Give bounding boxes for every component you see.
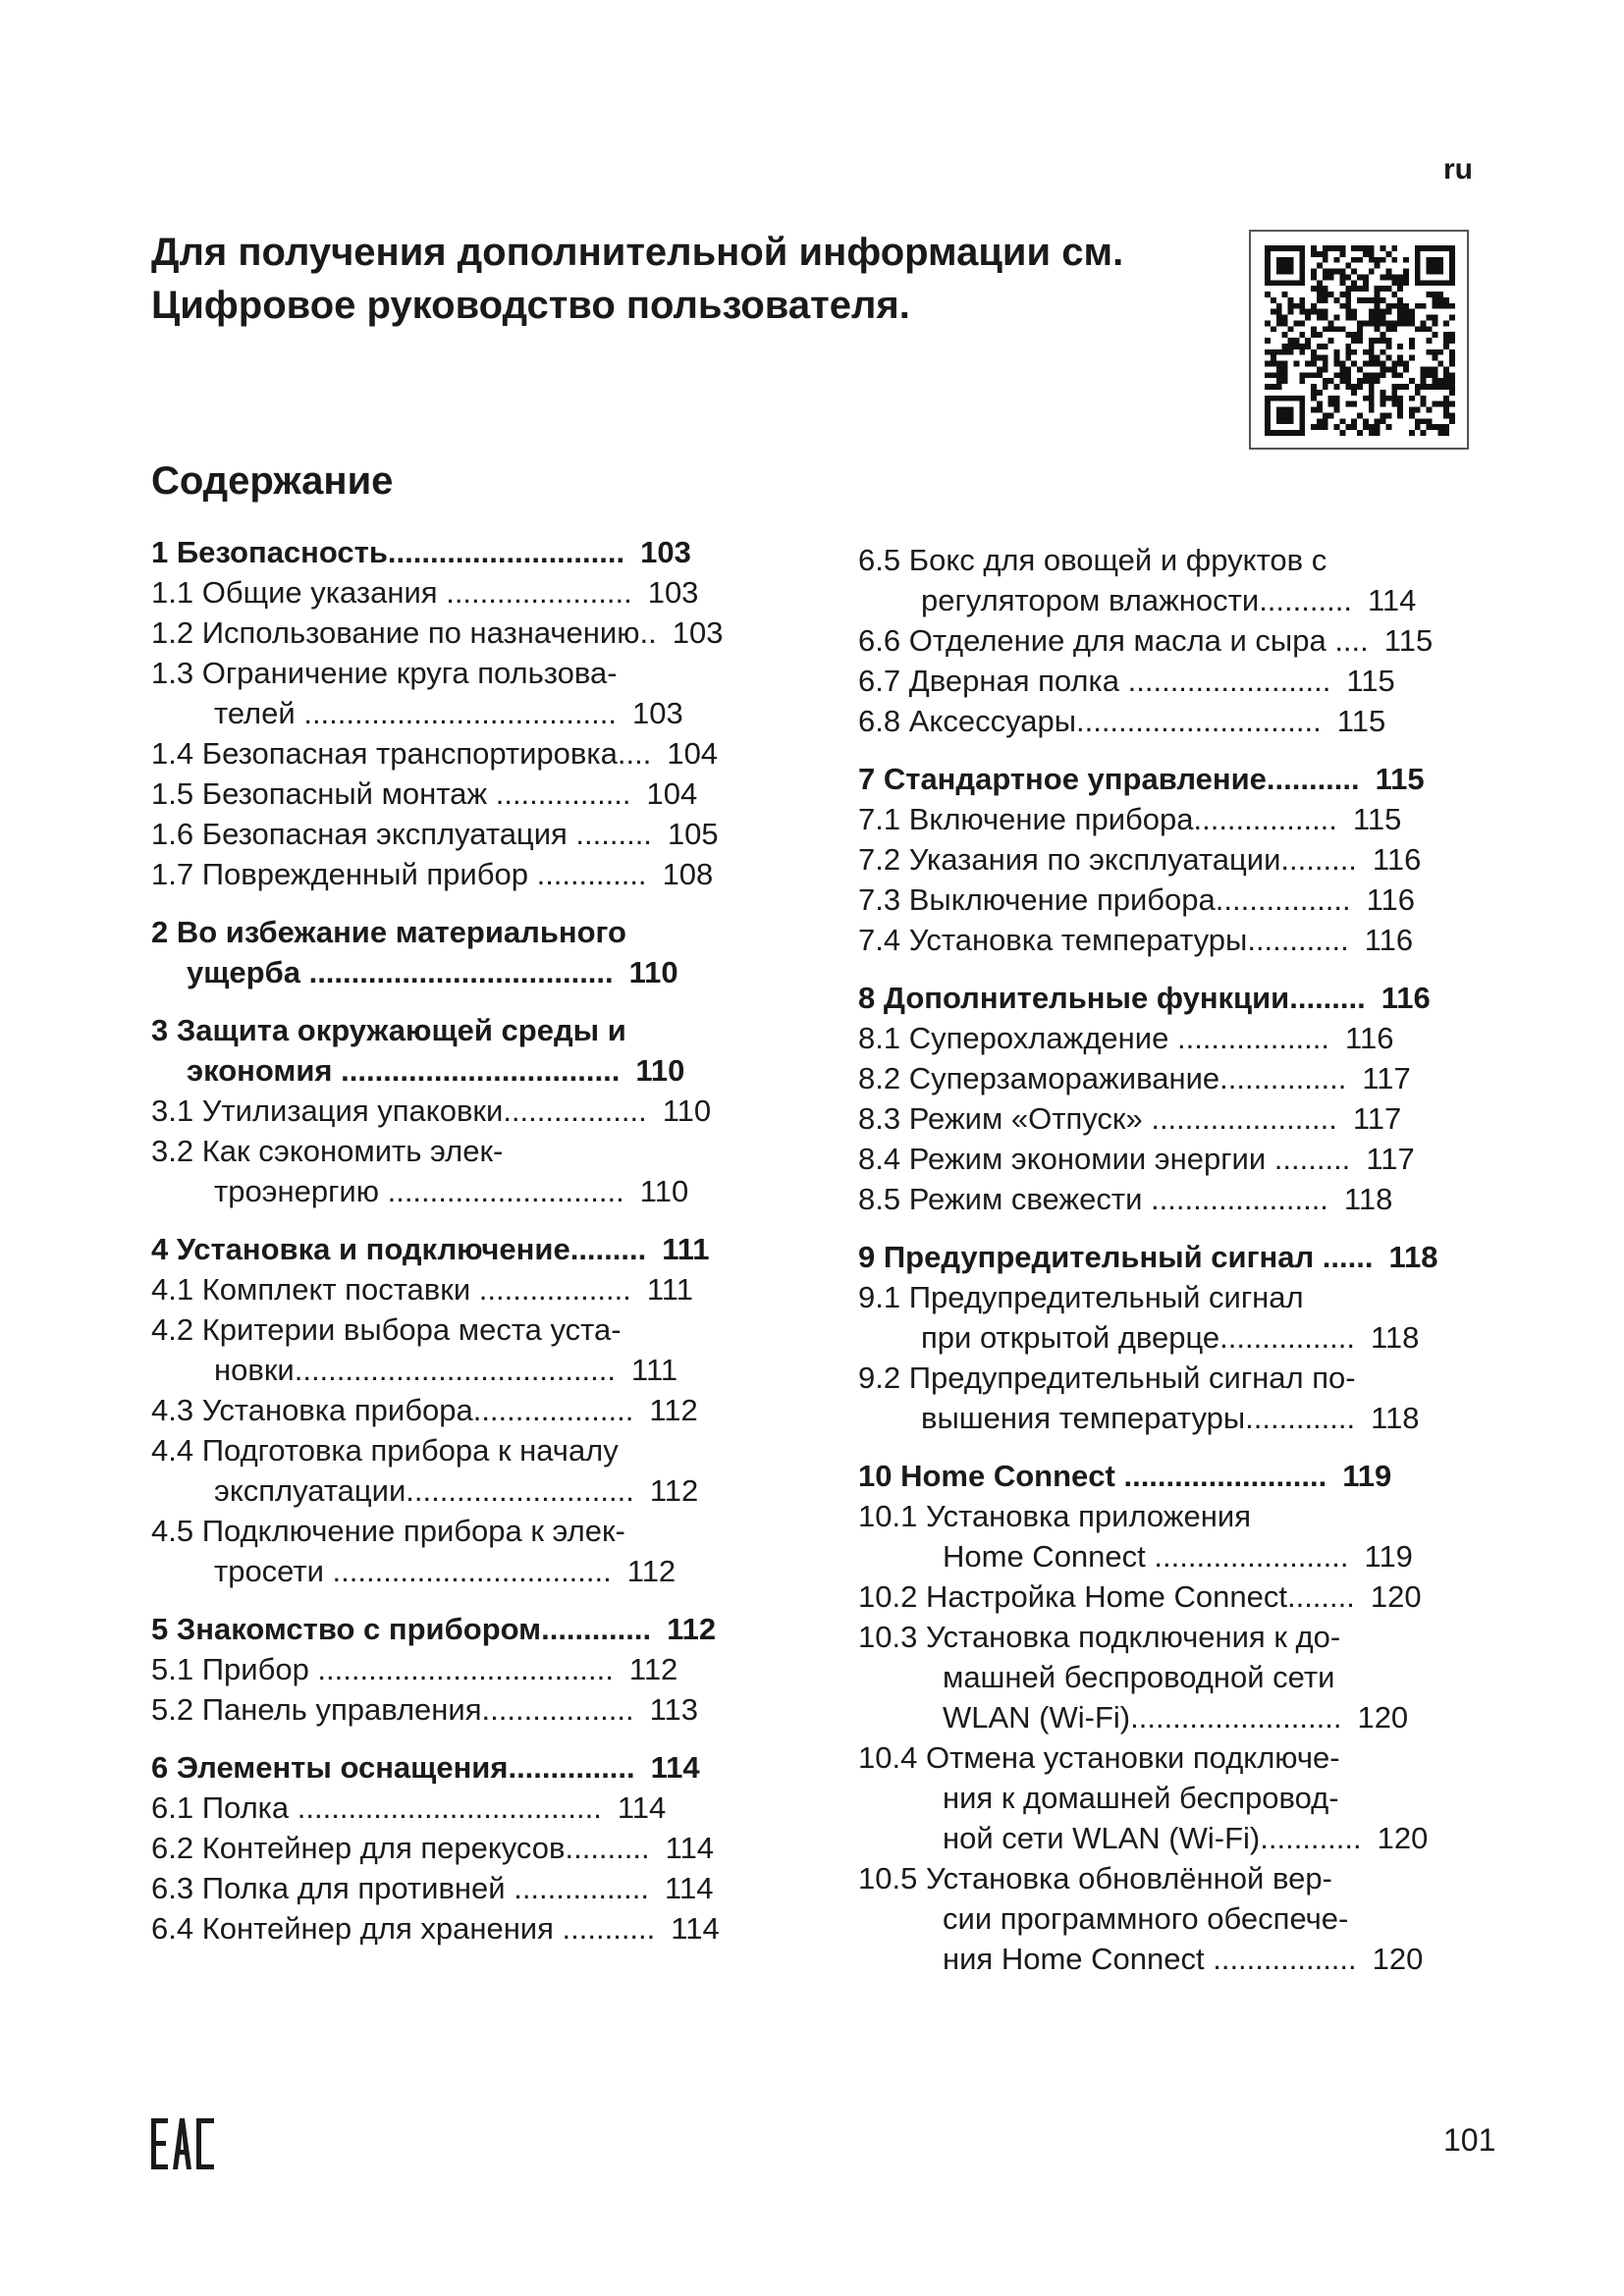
- toc-page-number: 115: [1336, 704, 1386, 738]
- toc-entry[interactable]: [151, 1511, 772, 1591]
- toc-leader-dots: ...............: [508, 1750, 635, 1785]
- toc-entry-title: Предупредительный сигнал по-: [908, 1361, 1356, 1395]
- toc-entry-number: 4.3: [151, 1393, 194, 1427]
- toc-entry-title: Безопасность: [176, 535, 388, 569]
- toc-entry-title: вышения температуры: [921, 1401, 1246, 1435]
- toc-page-number: 104: [667, 736, 719, 771]
- page-number: 101: [1443, 2122, 1496, 2158]
- toc-entry-title: Безопасная транспортировка: [201, 736, 618, 771]
- toc-leader-dots: ....................................: [299, 955, 614, 989]
- toc-page-number: 103: [647, 575, 699, 610]
- toc-entry[interactable]: [151, 613, 772, 653]
- toc-entry[interactable]: [858, 1496, 1479, 1576]
- toc-entry-title: Критерии выбора места уста-: [201, 1312, 622, 1347]
- toc-entry-title: Поврежденный прибор: [201, 857, 528, 891]
- toc-entry-number: 3.1: [151, 1094, 194, 1128]
- toc-entry-number: 9: [858, 1240, 876, 1274]
- toc-entry[interactable]: [151, 814, 772, 854]
- toc-page-number: 119: [1364, 1539, 1413, 1574]
- toc-leader-dots: ...........................: [406, 1473, 634, 1508]
- toc-page-number: 110: [639, 1174, 689, 1208]
- toc-entry-title: Настройка Home Connect: [925, 1579, 1287, 1614]
- toc-leader-dots: ............: [1260, 1821, 1362, 1855]
- toc-entry-number: 1.5: [151, 776, 194, 811]
- toc-entry-title: Полка: [201, 1790, 290, 1825]
- toc-entry-number: 7.4: [858, 923, 901, 957]
- toc-entry-title: Использование по назначению: [201, 615, 640, 650]
- toc-page-number: 120: [1377, 1821, 1429, 1855]
- toc-leader-dots: .........................: [1130, 1700, 1342, 1735]
- toc-entry-number: 6.2: [151, 1831, 194, 1865]
- toc-entry[interactable]: [858, 1737, 1479, 1858]
- toc-page-number: 115: [1346, 664, 1395, 698]
- toc-page-number: 120: [1370, 1579, 1422, 1614]
- toc-chapter[interactable]: [151, 1229, 772, 1269]
- toc-entry-title: тросети: [214, 1554, 324, 1588]
- toc-entry-number: 8.3: [858, 1101, 901, 1136]
- toc-page-number: 114: [665, 1871, 714, 1905]
- toc-entry[interactable]: [151, 572, 772, 613]
- toc-entry-title: WLAN (Wi-Fi): [943, 1700, 1131, 1735]
- toc-entry-title: Дополнительные функции: [883, 981, 1290, 1015]
- toc-entry-title: Установка и подключение: [176, 1232, 570, 1266]
- toc-entry-title: Установка прибора: [201, 1393, 473, 1427]
- toc-entry-title: Установка приложения: [925, 1499, 1251, 1533]
- toc-entry-number: 3.2: [151, 1134, 194, 1168]
- toc-leader-dots: ..........: [565, 1831, 650, 1865]
- toc-entry-number: 9.2: [858, 1361, 901, 1395]
- toc-entry[interactable]: [151, 1908, 772, 1949]
- toc-leader-dots: ..: [639, 615, 657, 650]
- toc-entry-title: Установка обновлённой вер-: [925, 1861, 1332, 1896]
- toc-leader-dots: ....: [617, 736, 652, 771]
- toc-page-number: 114: [617, 1790, 667, 1825]
- toc-entry-title: Предупредительный сигнал: [908, 1280, 1304, 1314]
- qr-code-icon: [1265, 245, 1455, 436]
- toc-entry[interactable]: [858, 1098, 1479, 1139]
- toc-chapter[interactable]: [151, 1609, 772, 1649]
- toc-entry[interactable]: [151, 1390, 772, 1430]
- toc-page-number: 103: [640, 535, 691, 569]
- toc-entry-number: 7.1: [858, 802, 901, 836]
- toc-entry-number: 10.1: [858, 1499, 918, 1533]
- toc-page-number: 114: [665, 1831, 715, 1865]
- toc-entry-title: сии программного обеспече-: [943, 1901, 1349, 1936]
- toc-leader-dots: .................: [1193, 802, 1337, 836]
- toc-page-number: 114: [1367, 583, 1417, 617]
- toc-page-number: 104: [646, 776, 698, 811]
- toc-entry-title: Предупредительный сигнал: [883, 1240, 1315, 1274]
- toc-entry[interactable]: [151, 733, 772, 774]
- toc-page-number: 115: [1352, 802, 1402, 836]
- toc-entry-number: 7.3: [858, 882, 901, 917]
- toc-leader-dots: .................................: [332, 1053, 621, 1088]
- toc-entry-title: Комплект поставки: [201, 1272, 471, 1307]
- toc-entry-title: Установка подключения к до-: [925, 1620, 1341, 1654]
- toc-page-number: 116: [1345, 1021, 1394, 1055]
- toc-entry-title: Как сэкономить элек-: [201, 1134, 504, 1168]
- toc-entry[interactable]: [858, 701, 1479, 741]
- toc-entry-title: Знакомство с прибором: [176, 1612, 542, 1646]
- toc-leader-dots: ....: [1326, 623, 1369, 658]
- toc-page-number: 108: [662, 857, 714, 891]
- toc-entry-number: 4.1: [151, 1272, 194, 1307]
- toc-entry[interactable]: [151, 653, 772, 733]
- toc-entry-title: Выключение прибора: [908, 882, 1216, 917]
- toc-entry-title: Утилизация упаковки: [201, 1094, 504, 1128]
- toc-title: Содержание: [151, 459, 394, 503]
- toc-entry-title: Суперзамораживание: [908, 1061, 1220, 1095]
- toc-entry[interactable]: [858, 1058, 1479, 1098]
- toc-page-number: 118: [1370, 1320, 1420, 1355]
- toc-leader-dots: ...........: [553, 1911, 656, 1946]
- intro-text: [151, 226, 1192, 332]
- toc-left-column: [151, 532, 772, 1949]
- toc-entry-title: Подключение прибора к элек-: [201, 1514, 625, 1548]
- toc-entry-number: 1.3: [151, 656, 194, 690]
- toc-entry[interactable]: [151, 854, 772, 894]
- toc-entry-number: 6: [151, 1750, 169, 1785]
- toc-entry-title: телей: [214, 696, 296, 730]
- qr-code[interactable]: [1249, 230, 1469, 450]
- toc-entry-title: Подготовка прибора к началу: [201, 1433, 619, 1468]
- language-code: ru: [1443, 153, 1473, 186]
- toc-leader-dots: ..................: [481, 1692, 634, 1727]
- toc-entry-title: Во избежание материального: [176, 915, 626, 949]
- toc-page-number: 114: [650, 1750, 700, 1785]
- toc-entry-number: 10.2: [858, 1579, 918, 1614]
- toc-entry-title: ния к домашней беспровод-: [943, 1781, 1339, 1815]
- toc-entry-title: Аксессуары: [908, 704, 1076, 738]
- toc-entry-title: Дверная полка: [908, 664, 1120, 698]
- toc-entry-title: Режим экономии энергии: [908, 1142, 1267, 1176]
- toc-entry-number: 6.1: [151, 1790, 194, 1825]
- toc-page-number: 112: [628, 1652, 678, 1686]
- toc-entry[interactable]: [858, 880, 1479, 920]
- toc-page-number: 116: [1380, 981, 1431, 1015]
- toc-chapter[interactable]: [151, 532, 772, 572]
- toc-page-number: 111: [631, 1353, 678, 1387]
- toc-leader-dots: .............: [527, 857, 647, 891]
- toc-entry-title: Панель управления: [201, 1692, 482, 1727]
- toc-page-number: 120: [1357, 1700, 1409, 1735]
- toc-entry-title: новки: [214, 1353, 295, 1387]
- toc-entry-title: Home Connect: [900, 1459, 1115, 1493]
- toc-entry[interactable]: [151, 1788, 772, 1828]
- toc-leader-dots: ................: [505, 1871, 650, 1905]
- toc-entry-title: эксплуатации: [214, 1473, 406, 1508]
- toc-page-number: 117: [1362, 1061, 1411, 1095]
- toc-entry[interactable]: [151, 1131, 772, 1211]
- toc-entry[interactable]: [858, 1179, 1479, 1219]
- toc-chapter[interactable]: [858, 978, 1479, 1018]
- toc-entry-number: 8.1: [858, 1021, 901, 1055]
- toc-entry-title: Общие указания: [201, 575, 438, 610]
- eac-mark: [151, 2118, 214, 2174]
- toc-leader-dots: .........: [1289, 981, 1366, 1015]
- toc-leader-dots: ......: [1314, 1240, 1374, 1274]
- toc-leader-dots: ...................: [472, 1393, 634, 1427]
- toc-page-number: 113: [649, 1692, 698, 1727]
- toc-page-number: 112: [649, 1473, 699, 1508]
- toc-page-number: 118: [1343, 1182, 1393, 1216]
- toc-page-number: 103: [672, 615, 724, 650]
- toc-entry-title: Режим «Отпуск»: [908, 1101, 1143, 1136]
- toc-leader-dots: ......................................: [294, 1353, 617, 1387]
- toc-leader-dots: ......................: [437, 575, 632, 610]
- toc-entry-number: 4: [151, 1232, 169, 1266]
- toc-entry-number: 8: [858, 981, 876, 1015]
- toc-entry-title: Контейнер для перекусов: [201, 1831, 566, 1865]
- toc-entry[interactable]: [858, 839, 1479, 880]
- toc-entry-number: 10.5: [858, 1861, 918, 1896]
- toc-page-number: 110: [628, 955, 678, 989]
- toc-page-number: 111: [662, 1232, 710, 1266]
- toc-entry[interactable]: [151, 1689, 772, 1730]
- toc-entry-number: 4.2: [151, 1312, 194, 1347]
- toc-leader-dots: .............................: [1075, 704, 1322, 738]
- toc-leader-dots: .................: [1204, 1942, 1357, 1976]
- toc-entry-number: 7.2: [858, 842, 901, 877]
- toc-entry-number: 4.4: [151, 1433, 194, 1468]
- toc-leader-dots: ...............: [1219, 1061, 1347, 1095]
- toc-entry-number: 2: [151, 915, 169, 949]
- toc-entry[interactable]: [858, 1617, 1479, 1737]
- toc-page-number: 120: [1372, 1942, 1424, 1976]
- toc-entry-number: 5.1: [151, 1652, 194, 1686]
- toc-entry-title: экономия: [187, 1053, 333, 1088]
- toc-entry-number: 8.2: [858, 1061, 901, 1095]
- toc-entry-title: регулятором влажности: [921, 583, 1260, 617]
- toc-leader-dots: ..................: [1168, 1021, 1330, 1055]
- toc-leader-dots: ........: [1286, 1579, 1355, 1614]
- toc-entry[interactable]: [858, 1858, 1479, 1979]
- toc-leader-dots: .................: [503, 1094, 647, 1128]
- toc-entry-title: Указания по эксплуатации: [908, 842, 1281, 877]
- toc-entry-title: Бокс для овощей и фруктов с: [908, 543, 1327, 577]
- toc-leader-dots: ......................: [1142, 1101, 1337, 1136]
- toc-page-number: 115: [1383, 623, 1434, 658]
- toc-entry-title: Включение прибора: [908, 802, 1194, 836]
- toc-page-number: 117: [1352, 1101, 1402, 1136]
- toc-entry-number: 10: [858, 1459, 893, 1493]
- toc-page-number: 119: [1342, 1459, 1392, 1493]
- toc-leader-dots: ............................: [387, 535, 625, 569]
- toc-entry-title: Установка температуры: [908, 923, 1248, 957]
- toc-entry[interactable]: [858, 1139, 1479, 1179]
- toc-page-number: 116: [1372, 842, 1422, 877]
- toc-entry-title: Безопасная эксплуатация: [201, 817, 568, 851]
- toc-page-number: 116: [1366, 882, 1415, 917]
- toc-entry-number: 9.1: [858, 1280, 901, 1314]
- toc-page-number: 118: [1371, 1401, 1420, 1435]
- toc-entry-number: 7: [858, 762, 876, 796]
- toc-chapter[interactable]: [151, 912, 772, 992]
- toc-chapter[interactable]: [858, 1456, 1479, 1496]
- toc-entry[interactable]: [151, 1091, 772, 1131]
- toc-entry-title: Полка для противней: [201, 1871, 506, 1905]
- toc-leader-dots: ............................: [378, 1174, 624, 1208]
- toc-entry-title: Защита окружающей среды и: [176, 1013, 626, 1047]
- eac-icon: [151, 2118, 214, 2169]
- toc-entry-title: Отделение для масла и сыра: [908, 623, 1326, 658]
- toc-leader-dots: .........: [1280, 842, 1357, 877]
- toc-entry-number: 1.1: [151, 575, 194, 610]
- toc-entry[interactable]: [151, 1868, 772, 1908]
- toc-leader-dots: ........................: [1114, 1459, 1327, 1493]
- toc-entry[interactable]: [858, 1358, 1479, 1438]
- toc-entry[interactable]: [151, 774, 772, 814]
- toc-entry-number: 10.4: [858, 1740, 918, 1775]
- toc-page-number: 117: [1366, 1142, 1415, 1176]
- toc-entry-number: 1.7: [151, 857, 194, 891]
- toc-leader-dots: ................: [487, 776, 631, 811]
- toc-entry-number: 8.4: [858, 1142, 901, 1176]
- intro-line-1: Для получения дополнительной информации см.: [151, 231, 1124, 274]
- toc-entry[interactable]: [151, 1828, 772, 1868]
- toc-chapter[interactable]: [151, 1010, 772, 1091]
- toc-entry-number: 8.5: [858, 1182, 901, 1216]
- toc-leader-dots: .........: [569, 1232, 647, 1266]
- toc-page-number: 115: [1375, 762, 1425, 796]
- toc-leader-dots: .............: [541, 1612, 652, 1646]
- toc-page-number: 112: [667, 1612, 717, 1646]
- toc-leader-dots: ...........: [1266, 762, 1360, 796]
- toc-entry-number: 1: [151, 535, 169, 569]
- toc-entry-title: Элементы оснащения: [176, 1750, 509, 1785]
- toc-entry[interactable]: [151, 1269, 772, 1309]
- toc-entry-title: машней беспроводной сети: [943, 1660, 1335, 1694]
- toc-entry-number: 6.4: [151, 1911, 194, 1946]
- toc-page-number: 112: [649, 1393, 698, 1427]
- toc-page-number: 110: [662, 1094, 712, 1128]
- toc-entry-title: Отмена установки подключе-: [925, 1740, 1340, 1775]
- toc-entry[interactable]: [858, 620, 1479, 661]
- toc-leader-dots: ............: [1247, 923, 1349, 957]
- toc-chapter[interactable]: [858, 1237, 1479, 1277]
- toc-entry-title: Режим свежести: [908, 1182, 1143, 1216]
- toc-leader-dots: ...........: [1259, 583, 1352, 617]
- toc-entry[interactable]: [151, 1649, 772, 1689]
- toc-entry-number: 6.8: [858, 704, 901, 738]
- toc-entry-number: 6.3: [151, 1871, 194, 1905]
- toc-entry-number: 5: [151, 1612, 169, 1646]
- toc-entry[interactable]: [151, 1430, 772, 1511]
- toc-leader-dots: .....................: [1142, 1182, 1328, 1216]
- toc-leader-dots: ....................................: [289, 1790, 602, 1825]
- toc-chapter[interactable]: [151, 1747, 772, 1788]
- toc-leader-dots: .................................: [323, 1554, 612, 1588]
- toc-leader-dots: ...................................: [308, 1652, 614, 1686]
- toc-entry-number: 10.3: [858, 1620, 918, 1654]
- toc-leader-dots: .......................: [1145, 1539, 1349, 1574]
- toc-page-number: 112: [626, 1554, 677, 1588]
- toc-entry-title: ной сети WLAN (Wi-Fi): [943, 1821, 1261, 1855]
- toc-entry-title: Прибор: [201, 1652, 309, 1686]
- toc-entry-title: ния Home Connect: [943, 1942, 1205, 1976]
- toc-entry-title: при открытой дверце: [921, 1320, 1220, 1355]
- toc-entry-number: 5.2: [151, 1692, 194, 1727]
- toc-page-number: 114: [671, 1911, 720, 1946]
- toc-entry-number: 1.6: [151, 817, 194, 851]
- toc-entry-number: 6.7: [858, 664, 901, 698]
- toc-entry-number: 6.6: [858, 623, 901, 658]
- toc-chapter[interactable]: [858, 759, 1479, 799]
- toc-entry-number: 3: [151, 1013, 169, 1047]
- toc-page-number: 118: [1388, 1240, 1438, 1274]
- toc-entry[interactable]: [858, 1277, 1479, 1358]
- toc-page-number: 116: [1364, 923, 1414, 957]
- toc-entry-number: 4.5: [151, 1514, 194, 1548]
- toc-entry[interactable]: [858, 661, 1479, 701]
- toc-leader-dots: .............: [1245, 1401, 1356, 1435]
- toc-entry[interactable]: [858, 1018, 1479, 1058]
- toc-leader-dots: ................: [1215, 882, 1351, 917]
- toc-entry-title: Ограничение круга пользова-: [201, 656, 618, 690]
- intro-line-2: Цифровое руководство пользователя.: [151, 284, 910, 327]
- toc-leader-dots: ........................: [1119, 664, 1331, 698]
- toc-page-number: 103: [632, 696, 683, 730]
- toc-entry-title: Суперохлаждение: [908, 1021, 1169, 1055]
- toc-leader-dots: ................: [1219, 1320, 1355, 1355]
- toc-entry-title: Контейнер для хранения: [201, 1911, 554, 1946]
- toc-right-column: [858, 540, 1479, 1979]
- toc-entry[interactable]: [858, 1576, 1479, 1617]
- toc-leader-dots: ..................: [470, 1272, 631, 1307]
- toc-entry-number: 1.2: [151, 615, 194, 650]
- toc-entry[interactable]: [858, 799, 1479, 839]
- toc-entry-title: ущерба: [187, 955, 300, 989]
- toc-entry[interactable]: [858, 540, 1479, 620]
- toc-leader-dots: .........: [567, 817, 652, 851]
- toc-leader-dots: .....................................: [295, 696, 618, 730]
- toc-entry-title: троэнергию: [214, 1174, 379, 1208]
- toc-page-number: 105: [667, 817, 719, 851]
- toc-entry[interactable]: [858, 920, 1479, 960]
- toc-entry-number: 1.4: [151, 736, 194, 771]
- toc-entry-title: Безопасный монтаж: [201, 776, 488, 811]
- toc-entry-title: Стандартное управление: [883, 762, 1267, 796]
- toc-entry[interactable]: [151, 1309, 772, 1390]
- toc-entry-title: Home Connect: [943, 1539, 1146, 1574]
- toc-entry-number: 6.5: [858, 543, 901, 577]
- toc-page-number: 110: [635, 1053, 685, 1088]
- toc-leader-dots: .........: [1266, 1142, 1351, 1176]
- toc-page-number: 111: [646, 1272, 693, 1307]
